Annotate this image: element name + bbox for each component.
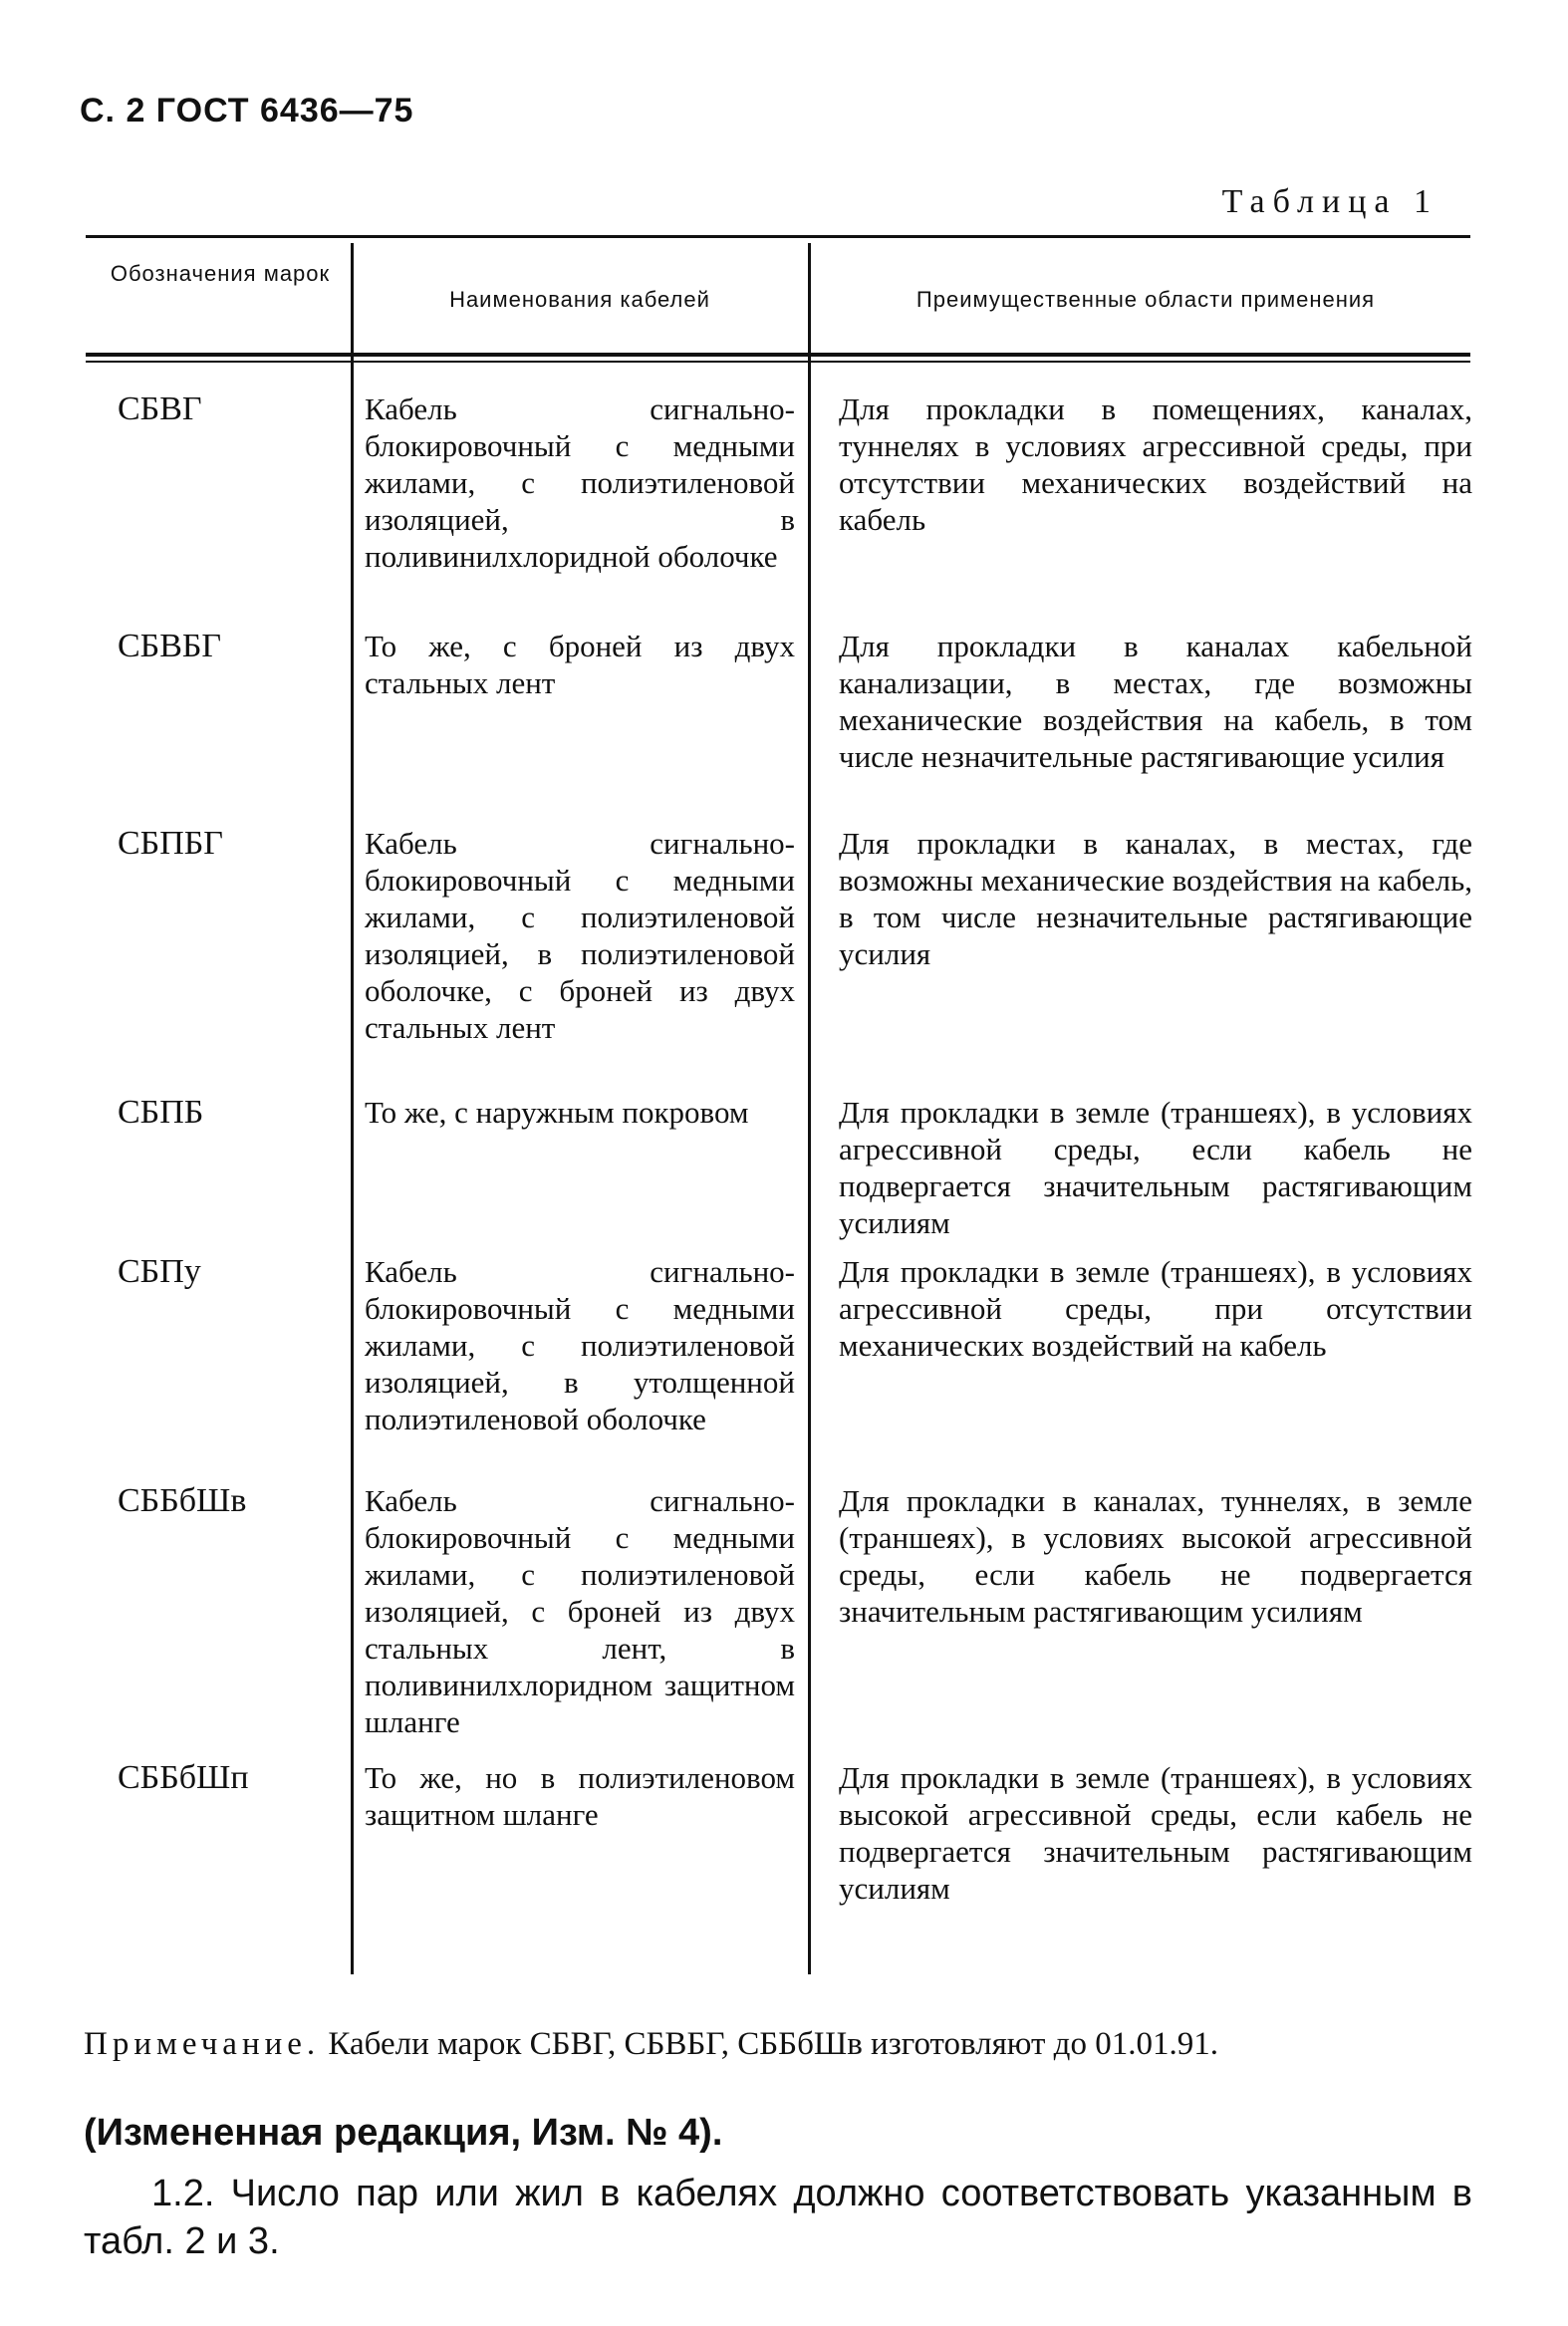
column-divider-2 xyxy=(808,243,811,1974)
paragraph-1-2: 1.2. Число пар или жил в кабелях должно соответствовать указанным в табл. 2 и 3. xyxy=(84,2173,1472,2262)
note-text: Кабели марок СБВГ, СБВБГ, СББбШв изготовляют до 01.01.91. xyxy=(328,2026,1218,2062)
cable-mark: СБПБГ xyxy=(118,825,223,862)
cable-application: Для прокладки в каналах кабельной канализации, в местах, где возможны механические воздействия на кабель, в том числе незначительные растягивающие усилия xyxy=(839,629,1472,774)
cable-mark: СБПу xyxy=(118,1253,201,1290)
table-top-rule xyxy=(86,235,1470,238)
header-bottom-rule xyxy=(86,353,1470,357)
table-caption: Таблица 1 xyxy=(1221,183,1438,220)
edit-note: (Измененная редакция, Изм. № 4). xyxy=(84,2112,723,2154)
column-header-marks: Обозначения марок xyxy=(110,261,331,286)
column-header-names: Наименования кабелей xyxy=(449,287,710,312)
header-bottom-rule-thin xyxy=(86,361,1470,363)
cable-mark: СББбШв xyxy=(118,1482,247,1519)
column-header-applications: Преимущественные области применения xyxy=(915,287,1376,312)
table-note xyxy=(84,2024,1472,2064)
cable-application: Для прокладки в земле (траншеях), в условиях агрессивной среды, при отсутствии механических воздействий на кабель xyxy=(839,1254,1472,1363)
column-divider-1 xyxy=(351,243,354,1974)
cable-application: Для прокладки в каналах, туннелях, в земле (траншеях), в условиях высокой агрессивной среды, если кабель не подвергается значительным растягивающим усилиям xyxy=(839,1483,1472,1629)
cable-application: Для прокладки в земле (траншеях), в условиях высокой агрессивной среды, если кабель не подвергается значительным растягивающим усилиям xyxy=(839,1760,1472,1906)
cable-name: Кабель сигнально-блокировочный с медными жилами, с полиэтиленовой изоляцией, с броней из двух стальных лент, в поливинилхлоридном защитном шланге xyxy=(365,1483,795,1739)
cable-name: Кабель сигнально-блокировочный с медными жилами, с полиэтиленовой изоляцией, в поливинилхлоридной оболочке xyxy=(365,391,795,574)
cable-application: Для прокладки в каналах, в местах, где возможны механические воздействия на кабель, в том числе незначительные растягивающие усилия xyxy=(839,826,1472,971)
page-header: С. 2 ГОСТ 6436—75 xyxy=(80,92,414,129)
cable-application: Для прокладки в земле (траншеях), в условиях агрессивной среды, если кабель не подвергается значительным растягивающим усилиям xyxy=(839,1095,1472,1240)
cable-mark: СББбШп xyxy=(118,1759,249,1796)
cable-mark: СБПБ xyxy=(118,1094,204,1131)
cable-name: Кабель сигнально-блокировочный с медными жилами, с полиэтиленовой изоляцией, в утолщенной полиэтиленовой оболочке xyxy=(365,1254,795,1436)
cable-application: Для прокладки в помещениях, каналах, туннелях в условиях агрессивной среды, при отсутствии механических воздействий на кабель xyxy=(839,391,1472,537)
cable-name: То же, с наружным покровом xyxy=(365,1095,749,1130)
note-label: Примечание. xyxy=(84,2026,321,2062)
cable-name: То же, но в полиэтиленовом защитном шланге xyxy=(365,1760,795,1832)
cable-name: То же, с броней из двух стальных лент xyxy=(365,629,795,700)
cable-mark: СБВБГ xyxy=(118,628,222,664)
cable-mark: СБВГ xyxy=(118,390,202,427)
cable-name: Кабель сигнально-блокировочный с медными жилами, с полиэтиленовой изоляцией, в полиэтиленовой оболочке, с броней из двух стальных лент xyxy=(365,826,795,1045)
